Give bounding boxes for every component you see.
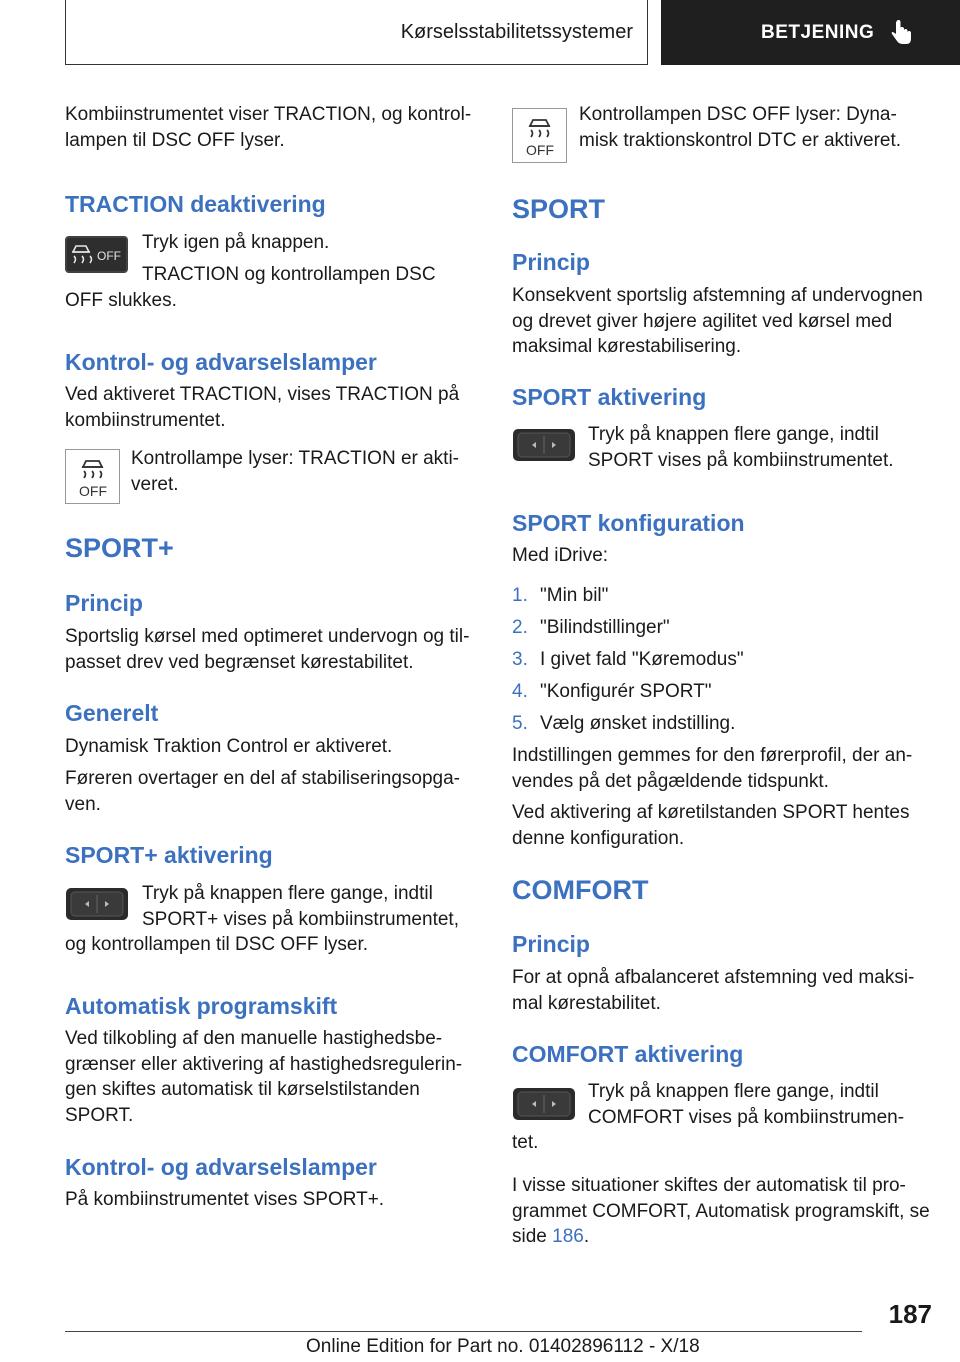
sportplus-princip-heading: Princip [65, 590, 143, 616]
generelt-text-2: Føreren overtager en del af stabiliseringsopga-ven. [65, 768, 460, 815]
sport-konf-heading: SPORT konfiguration [512, 510, 745, 536]
sport-heading: SPORT [512, 194, 606, 224]
dsc-off-text: Kontrollampen DSC OFF lyser: Dyna-misk traktionskontrol DTC er aktiveret. [579, 104, 902, 151]
running-header-chapter [661, 0, 960, 65]
sport-konf-text-2: Ved aktivering af køretilstanden SPORT hentes denne konfiguration. [512, 802, 910, 849]
sport-akt-heading: SPORT aktivering [512, 384, 707, 410]
sportplus-akt-heading: SPORT+ aktivering [65, 842, 273, 868]
comfort-princip-text: For at opnå afbalanceret afstemning ved maksi-mal kørestabilitet. [512, 967, 915, 1014]
sport-akt-text: Tryk på knappen flere gange, indtil SPORT vises på kombiinstrumentet. [588, 424, 894, 471]
mode-button-icon-3 [512, 1087, 576, 1121]
generelt-heading: Generelt [65, 700, 159, 726]
auto-text: Ved tilkobling af den manuelle hastighedsbe-grænser eller aktivering af hastighedsregulerin-gen skiftes automatisk til kørselstilstanden SPORT. [65, 1028, 463, 1126]
list-item: 5. Vælg ønsket indstilling. [512, 713, 736, 734]
auto-heading: Automatisk programskift [65, 993, 338, 1019]
kontrol-text-2: På kombiinstrumentet vises SPORT+. [65, 1189, 385, 1210]
sport-princip-heading: Princip [512, 249, 590, 275]
traction-deakt-line2b: OFF slukkes. [65, 290, 177, 311]
chapter-title: BETJENING [761, 21, 875, 43]
sport-konf-text-1: Indstillingen gemmes for den førerprofil, der an-vendes på det pågældende tidspunkt. [512, 745, 913, 792]
comfort-akt-text-b: tet. [512, 1132, 539, 1153]
mode-button-icon-2 [512, 428, 576, 462]
list-item: 1. "Min bil" [512, 585, 609, 606]
running-header-section [65, 0, 648, 65]
svg-text:OFF: OFF [97, 249, 121, 263]
footer-divider [65, 1331, 862, 1332]
section-title: Kørselsstabilitetssystemer [400, 20, 633, 43]
kontrol-icon-text-1: Kontrollampe lyser: TRACTION er akti-veret. [131, 448, 460, 495]
page-ref-link[interactable]: 186 [552, 1226, 584, 1247]
dsc-off-button-icon [65, 236, 128, 273]
hand-pointer-icon [890, 20, 914, 46]
dsc-off-lamp-icon [65, 449, 120, 504]
mode-button-icon [65, 887, 129, 921]
comfort-auto-text: I visse situationer skiftes der automatisk til pro-grammet COMFORT, Automatisk programskift, se side 186. [512, 1175, 930, 1247]
list-item: 4. "Konfigurér SPORT" [512, 681, 712, 702]
sportplus-akt-text-a: Tryk på knappen flere gange, indtil SPORT+ vises på kombiinstrumentet, [142, 883, 459, 930]
page-number: 187 [888, 1299, 932, 1329]
kontrol-heading-1: Kontrol- og advarselslamper [65, 349, 377, 375]
sportplus-princip-text: Sportslig kørsel med optimeret undervogn og til-passet drev ved begrænset kørestabilitet. [65, 626, 470, 673]
comfort-akt-text-a: Tryk på knappen flere gange, indtil COMFORT vises på kombiinstrumen- [588, 1081, 905, 1128]
sport-princip-text: Konsekvent sportslig afstemning af undervognen og drevet giver højere agilitet ved kørsel med maksimal kørestabilisering. [512, 285, 923, 357]
kontrol-heading-2: Kontrol- og advarselslamper [65, 1154, 377, 1180]
traction-deakt-heading: TRACTION deaktivering [65, 191, 326, 217]
generelt-text-1: Dynamisk Traktion Control er aktiveret. [65, 736, 393, 757]
kontrol-text-1: Ved aktiveret TRACTION, vises TRACTION på kombiinstrumentet. [65, 384, 460, 431]
svg-text:OFF: OFF [526, 142, 554, 158]
sportplus-akt-text-b: og kontrollampen til DSC OFF lyser. [65, 934, 369, 955]
dsc-off-lamp-icon-2 [512, 108, 567, 163]
sport-konf-intro: Med iDrive: [512, 545, 609, 566]
comfort-heading: COMFORT [512, 875, 649, 905]
intro-text: Kombiinstrumentet viser TRACTION, og kontrol-lampen til DSC OFF lyser. [65, 104, 472, 151]
list-item: 2. "Bilindstillinger" [512, 617, 670, 638]
comfort-akt-heading: COMFORT aktivering [512, 1041, 744, 1067]
footer-edition: Online Edition for Part no. 01402896112 - X/18 [306, 1336, 700, 1357]
list-item: 3. I givet fald "Køremodus" [512, 649, 744, 670]
comfort-princip-heading: Princip [512, 931, 590, 957]
svg-text:OFF: OFF [79, 483, 107, 499]
sportplus-heading: SPORT+ [65, 533, 174, 563]
traction-deakt-line1: Tryk igen på knappen. [142, 232, 330, 253]
traction-deakt-line2a: TRACTION og kontrollampen DSC [142, 264, 436, 285]
